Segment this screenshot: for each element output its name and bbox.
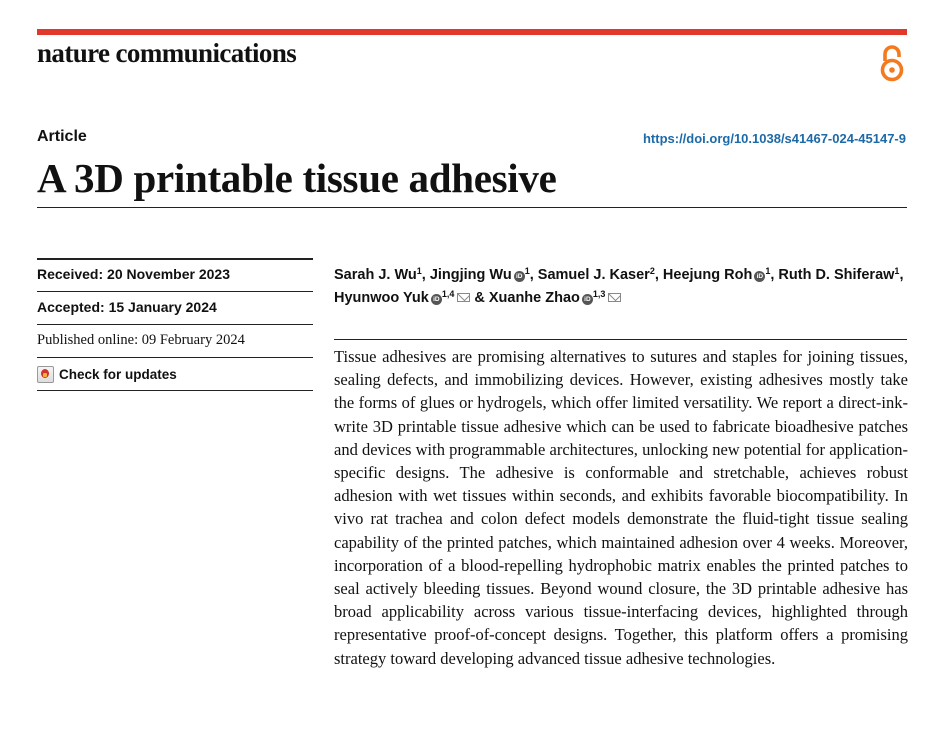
affiliation-marker[interactable]: 1,3 (592, 289, 606, 299)
journal-name: nature communications (37, 38, 297, 68)
affiliation-marker[interactable]: 1 (894, 266, 900, 276)
orcid-icon[interactable]: iD (582, 294, 593, 305)
orcid-icon[interactable]: iD (431, 294, 442, 305)
meta-divider (37, 357, 313, 358)
affiliation-marker[interactable]: 1 (765, 266, 771, 276)
open-access-icon[interactable] (878, 44, 906, 82)
journal-accent-bar (37, 29, 907, 35)
meta-divider (37, 291, 313, 292)
affiliation-marker[interactable]: 1 (416, 266, 422, 276)
author-name[interactable]: Sarah J. Wu (334, 267, 417, 283)
meta-divider (37, 324, 313, 325)
abstract: Tissue adhesives are promising alternatives to sutures and staples for joining tissues, sealing defects, and immobilizing devices. However, existing adhesives mostly take the forms of glues or hydrogels, which offer limited versatility. We report a direct-ink-write 3D printable tissue adhesive which can be used to fabricate bioadhesive patches and devices with programmable architectures, unlocking new potential for application-specific designs. The adhesive is conformable and stretchable, achieves robust adhesion with wet tissues within seconds, and exhibits favorable biocompatibility. In vivo rat trachea and colon defect models demonstrate the fluid-tight tissue sealing capability of the printed patches, which maintained adhesion over 4 weeks. Moreover, incorporation of a blood-repelling hydrophobic matrix enables the printed patches to seal actively bleeding tissues. Beyond wound closure, the 3D printable adhesive has broad applicability across various tissue-interfacing devices, highlighted through representative proof-of-concept designs. Together, this platform offers a promising strategy toward developing advanced tissue adhesive technologies. (334, 347, 908, 668)
check-updates-label: Check for updates (59, 367, 177, 382)
affiliation-marker[interactable]: 1 (524, 266, 530, 276)
affiliation-marker[interactable]: 1,4 (441, 289, 455, 299)
orcid-icon[interactable]: iD (514, 271, 525, 282)
meta-divider (37, 390, 313, 391)
article-type: Article (37, 128, 87, 145)
meta-divider-top (37, 258, 313, 260)
author-name[interactable]: Hyunwoo Yuk (334, 290, 429, 306)
email-icon[interactable] (457, 293, 470, 302)
doi-link[interactable]: https://doi.org/10.1038/s41467-024-45147-9 (642, 131, 906, 146)
orcid-icon[interactable]: iD (754, 271, 765, 282)
author-name[interactable]: Samuel J. Kaser (537, 267, 650, 283)
published-date: Published online: 09 February 2024 (37, 332, 245, 348)
received-date: Received: 20 November 2023 (37, 266, 230, 282)
author-name[interactable]: Jingjing Wu (429, 267, 512, 283)
email-icon[interactable] (608, 293, 621, 302)
check-updates-icon (37, 366, 54, 383)
accepted-date: Accepted: 15 January 2024 (37, 299, 217, 315)
author-name[interactable]: Ruth D. Shiferaw (778, 267, 895, 283)
affiliation-marker[interactable]: 2 (649, 266, 655, 276)
author-list: Sarah J. Wu$^1$, Jingjing Wu $iD^1$, Samuel J. Kaser$^2$, Heejung Roh $iD^1$, Ruth D. Shiferaw$^1$, Hyunwoo Yuk iD$^{1,4}$ & Xuanhe Zhao iD$^{1,3}$ (334, 266, 904, 306)
check-for-updates-button[interactable] (37, 366, 177, 383)
author-name[interactable]: Heejung Roh (662, 267, 753, 283)
title-divider (37, 207, 907, 208)
abstract-divider (334, 339, 907, 340)
author-name[interactable]: Xuanhe Zhao (488, 290, 580, 306)
article-title: A 3D printable tissue adhesive (37, 155, 557, 201)
